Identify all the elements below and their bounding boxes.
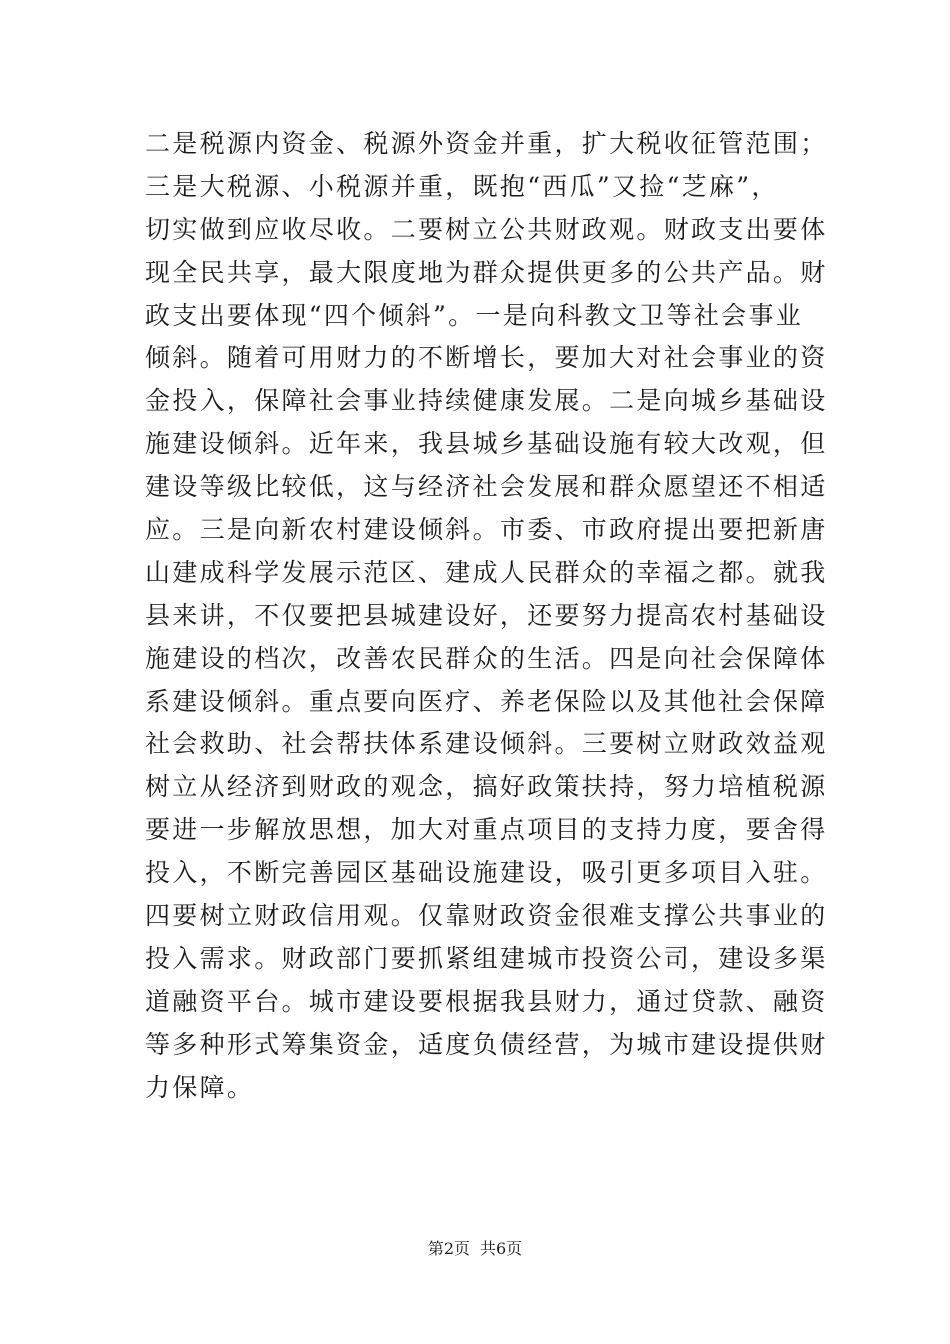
page-number: 第2页 [427, 1239, 470, 1258]
text-line: 道融资平台。城市建设要根据我县财力，通过贷款、融资 [145, 986, 828, 1016]
text-line: 投入，不断完善园区基础设施建设，吸引更多项目入驻。 [145, 858, 828, 888]
page-total: 共6页 [480, 1239, 523, 1258]
text-line: 四要树立财政信用观。仅靠财政资金很难支撑公共事业的 [145, 901, 828, 931]
text-line: 要进一步解放思想，加大对重点项目的支持力度，要舍得 [145, 815, 828, 845]
text-line: 建设等级比较低，这与经济社会发展和群众愿望还不相适 [145, 472, 828, 502]
text-line: 切实做到应收尽收。二要树立公共财政观。财政支出要体 [145, 214, 828, 244]
text-line: 应。三是向新农村建设倾斜。市委、市政府提出要把新唐 [145, 515, 828, 545]
body-text [145, 123, 828, 1109]
page-footer [0, 1237, 950, 1261]
text-line: 现全民共享，最大限度地为群众提供更多的公共产品。财 [145, 257, 828, 287]
text-line: 倾斜。随着可用财力的不断增长，要加大对社会事业的资 [145, 343, 828, 373]
text-line: 政支出要体现“四个倾斜”。一是向科教文卫等社会事业 [145, 300, 804, 330]
text-line: 系建设倾斜。重点要向医疗、养老保险以及其他社会保障 [145, 686, 828, 716]
text-line: 社会救助、社会帮扶体系建设倾斜。三要树立财政效益观 [145, 729, 828, 759]
text-line: 二是税源内资金、税源外资金并重，扩大税收征管范围； [145, 129, 828, 158]
text-line: 施建设的档次，改善农民群众的生活。四是向社会保障体 [145, 643, 828, 673]
text-line: 树立从经济到财政的观念，搞好政策扶持，努力培植税源 [145, 772, 828, 802]
text-line: 三是大税源、小税源并重，既抱“西瓜”又捡“芝麻”， [145, 171, 779, 201]
text-line: 县来讲，不仅要把县城建设好，还要努力提高农村基础设 [145, 600, 828, 630]
text-line: 力保障。 [145, 1072, 255, 1102]
text-line: 等多种形式筹集资金，适度负债经营，为城市建设提供财 [145, 1029, 828, 1059]
text-line: 金投入，保障社会事业持续健康发展。二是向城乡基础设 [145, 386, 828, 416]
text-line: 投入需求。财政部门要抓紧组建城市投资公司，建设多渠 [145, 943, 828, 973]
text-line: 山建成科学发展示范区、建成人民群众的幸福之都。就我 [145, 557, 828, 587]
text-line: 施建设倾斜。近年来，我县城乡基础设施有较大改观，但 [145, 429, 828, 459]
